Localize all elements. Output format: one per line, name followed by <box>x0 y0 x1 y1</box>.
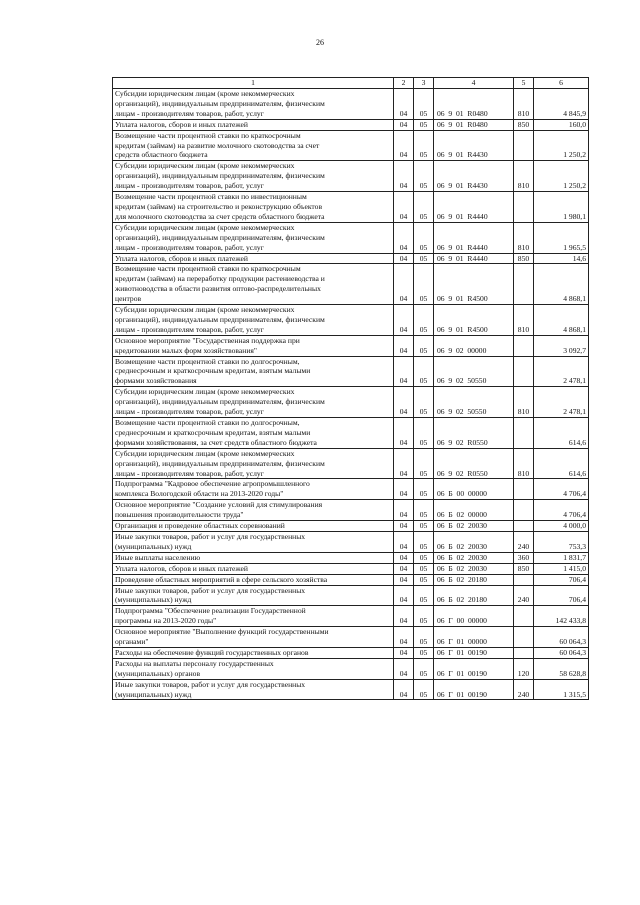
amount-cell: 4 706,4 <box>534 500 589 521</box>
row-name-cell: Субсидии юридическим лицам (кроме некоммерческих организаций), индивидуальным предпринимателям, физическим лицам - производителям товаров, работ, услуг <box>113 448 394 479</box>
section-code-cell: 04 <box>394 418 414 449</box>
amount-cell: 1 315,5 <box>534 679 589 700</box>
section-code-cell: 04 <box>394 574 414 585</box>
subsection-code-cell: 05 <box>414 253 434 264</box>
subsection-code-cell: 05 <box>414 192 434 223</box>
subsection-code-cell: 05 <box>414 418 434 449</box>
target-article-cell: 06 9 02 00000 <box>434 335 514 356</box>
row-name-cell: Иные выплаты населению <box>113 552 394 563</box>
subsection-code-cell: 05 <box>414 627 434 648</box>
column-header: 2 <box>394 78 414 89</box>
section-code-cell: 04 <box>394 130 414 161</box>
table-row <box>113 119 589 130</box>
table-row <box>113 418 589 449</box>
table-row <box>113 305 589 336</box>
subsection-code-cell: 05 <box>414 679 434 700</box>
expense-type-cell: 240 <box>514 679 534 700</box>
table-row <box>113 448 589 479</box>
expense-type-cell <box>514 574 534 585</box>
amount-cell: 2 478,1 <box>534 387 589 418</box>
target-article-cell: 06 Г 01 00190 <box>434 647 514 658</box>
column-header: 4 <box>434 78 514 89</box>
expense-type-cell: 810 <box>514 448 534 479</box>
section-code-cell: 04 <box>394 356 414 387</box>
section-code-cell: 04 <box>394 552 414 563</box>
expense-type-cell <box>514 521 534 532</box>
row-name-cell: Подпрограмма "Обеспечение реализации Государственной программы на 2013-2020 годы" <box>113 606 394 627</box>
row-name-cell: Организация и проведение областных соревнований <box>113 521 394 532</box>
amount-cell: 706,4 <box>534 585 589 606</box>
table-row <box>113 222 589 253</box>
target-article-cell: 06 Б 02 20180 <box>434 574 514 585</box>
subsection-code-cell: 05 <box>414 574 434 585</box>
expense-type-cell <box>514 264 534 305</box>
row-name-cell: Расходы на обеспечение функций государственных органов <box>113 647 394 658</box>
target-article-cell: 06 9 01 R4440 <box>434 222 514 253</box>
section-code-cell: 04 <box>394 119 414 130</box>
section-code-cell: 04 <box>394 253 414 264</box>
expense-type-cell: 850 <box>514 563 534 574</box>
amount-cell: 4 706,4 <box>534 479 589 500</box>
expense-type-cell: 810 <box>514 222 534 253</box>
amount-cell: 4 868,1 <box>534 264 589 305</box>
target-article-cell: 06 9 01 R4430 <box>434 161 514 192</box>
table-row <box>113 264 589 305</box>
target-article-cell: 06 Б 02 20030 <box>434 552 514 563</box>
amount-cell: 1 250,2 <box>534 130 589 161</box>
section-code-cell: 04 <box>394 585 414 606</box>
expense-type-cell <box>514 627 534 648</box>
expense-type-cell: 240 <box>514 531 534 552</box>
row-name-cell: Субсидии юридическим лицам (кроме некоммерческих организаций), индивидуальным предпринимателям, физическим лицам - производителям товаров, работ, услуг <box>113 305 394 336</box>
amount-cell: 4 000,0 <box>534 521 589 532</box>
target-article-cell: 06 Б 02 20030 <box>434 531 514 552</box>
table-row <box>113 647 589 658</box>
table-row <box>113 89 589 120</box>
row-name-cell: Возмещение части процентной ставки по долгосрочным, среднесрочным и краткосрочным кредитам, взятым малыми формами хозяйствования, за счет средств областного бюджета <box>113 418 394 449</box>
table-row <box>113 574 589 585</box>
subsection-code-cell: 05 <box>414 606 434 627</box>
amount-cell: 58 628,8 <box>534 658 589 679</box>
table-row <box>113 627 589 648</box>
table-row <box>113 500 589 521</box>
table-row <box>113 563 589 574</box>
budget-table <box>112 77 589 700</box>
target-article-cell: 06 Г 01 00000 <box>434 627 514 648</box>
subsection-code-cell: 05 <box>414 479 434 500</box>
table-row <box>113 130 589 161</box>
subsection-code-cell: 05 <box>414 521 434 532</box>
table-row <box>113 192 589 223</box>
expense-type-cell: 850 <box>514 253 534 264</box>
subsection-code-cell: 05 <box>414 89 434 120</box>
amount-cell: 614,6 <box>534 448 589 479</box>
amount-cell: 614,6 <box>534 418 589 449</box>
amount-cell: 3 092,7 <box>534 335 589 356</box>
row-name-cell: Иные закупки товаров, работ и услуг для государственных (муниципальных) нужд <box>113 531 394 552</box>
target-article-cell: 06 Б 02 20180 <box>434 585 514 606</box>
expense-type-cell: 810 <box>514 89 534 120</box>
expense-type-cell: 240 <box>514 585 534 606</box>
expense-type-cell: 810 <box>514 387 534 418</box>
section-code-cell: 04 <box>394 448 414 479</box>
amount-cell: 1 250,2 <box>534 161 589 192</box>
page-number: 26 <box>316 38 324 47</box>
subsection-code-cell: 05 <box>414 335 434 356</box>
amount-cell: 60 064,3 <box>534 647 589 658</box>
target-article-cell: 06 Б 02 00000 <box>434 500 514 521</box>
target-article-cell: 06 9 02 50550 <box>434 356 514 387</box>
row-name-cell: Иные закупки товаров, работ и услуг для государственных (муниципальных) нужд <box>113 585 394 606</box>
row-name-cell: Субсидии юридическим лицам (кроме некоммерческих организаций), индивидуальным предпринимателям, физическим лицам - производителям товаров, работ, услуг <box>113 89 394 120</box>
table-row <box>113 335 589 356</box>
expense-type-cell <box>514 335 534 356</box>
row-name-cell: Возмещение части процентной ставки по долгосрочным, среднесрочным и краткосрочным кредитам, взятым малыми формами хозяйствования <box>113 356 394 387</box>
row-name-cell: Расходы на выплаты персоналу государственных (муниципальных) органов <box>113 658 394 679</box>
header-row <box>113 78 589 89</box>
row-name-cell: Субсидии юридическим лицам (кроме некоммерческих организаций), индивидуальным предпринимателям, физическим лицам - производителям товаров, работ, услуг <box>113 161 394 192</box>
target-article-cell: 06 9 01 R4440 <box>434 192 514 223</box>
amount-cell: 4 845,9 <box>534 89 589 120</box>
amount-cell: 1 980,1 <box>534 192 589 223</box>
amount-cell: 2 478,1 <box>534 356 589 387</box>
table-row <box>113 679 589 700</box>
table-row <box>113 521 589 532</box>
row-name-cell: Возмещение части процентной ставки по краткосрочным кредитам (займам) на развитие молочного скотоводства за счет средств областного бюджета <box>113 130 394 161</box>
target-article-cell: 06 9 01 R4430 <box>434 130 514 161</box>
table-row <box>113 479 589 500</box>
table-row <box>113 531 589 552</box>
row-name-cell: Субсидии юридическим лицам (кроме некоммерческих организаций), индивидуальным предпринимателям, физическим лицам - производителям товаров, работ, услуг <box>113 222 394 253</box>
row-name-cell: Основное мероприятие "Создание условий для стимулирования повышения производительности труда" <box>113 500 394 521</box>
section-code-cell: 04 <box>394 161 414 192</box>
row-name-cell: Проведение областных мероприятий в сфере сельского хозяйства <box>113 574 394 585</box>
section-code-cell: 04 <box>394 627 414 648</box>
amount-cell: 753,3 <box>534 531 589 552</box>
target-article-cell: 06 Г 00 00000 <box>434 606 514 627</box>
section-code-cell: 04 <box>394 305 414 336</box>
target-article-cell: 06 9 02 50550 <box>434 387 514 418</box>
expense-type-cell <box>514 130 534 161</box>
section-code-cell: 04 <box>394 606 414 627</box>
expense-type-cell: 810 <box>514 161 534 192</box>
amount-cell: 14,6 <box>534 253 589 264</box>
amount-cell: 1 415,0 <box>534 563 589 574</box>
expense-type-cell: 850 <box>514 119 534 130</box>
target-article-cell: 06 9 02 R0550 <box>434 448 514 479</box>
section-code-cell: 04 <box>394 500 414 521</box>
column-header: 6 <box>534 78 589 89</box>
target-article-cell: 06 Г 01 00190 <box>434 679 514 700</box>
target-article-cell: 06 9 01 R4500 <box>434 305 514 336</box>
amount-cell: 60 064,3 <box>534 627 589 648</box>
section-code-cell: 04 <box>394 89 414 120</box>
section-code-cell: 04 <box>394 531 414 552</box>
table-row <box>113 606 589 627</box>
row-name-cell: Иные закупки товаров, работ и услуг для государственных (муниципальных) нужд <box>113 679 394 700</box>
target-article-cell: 06 9 01 R4500 <box>434 264 514 305</box>
section-code-cell: 04 <box>394 264 414 305</box>
subsection-code-cell: 05 <box>414 356 434 387</box>
amount-cell: 4 868,1 <box>534 305 589 336</box>
row-name-cell: Основное мероприятие "Государственная поддержка при кредитовании малых форм хозяйствования" <box>113 335 394 356</box>
section-code-cell: 04 <box>394 335 414 356</box>
subsection-code-cell: 05 <box>414 387 434 418</box>
target-article-cell: 06 Б 02 20030 <box>434 563 514 574</box>
subsection-code-cell: 05 <box>414 305 434 336</box>
subsection-code-cell: 05 <box>414 647 434 658</box>
expense-type-cell <box>514 479 534 500</box>
subsection-code-cell: 05 <box>414 222 434 253</box>
table-row <box>113 552 589 563</box>
section-code-cell: 04 <box>394 679 414 700</box>
section-code-cell: 04 <box>394 647 414 658</box>
row-name-cell: Подпрограмма "Кадровое обеспечение агропромышленного комплекса Вологодской области на 2013-2020 годы" <box>113 479 394 500</box>
subsection-code-cell: 05 <box>414 130 434 161</box>
column-header: 1 <box>113 78 394 89</box>
subsection-code-cell: 05 <box>414 448 434 479</box>
target-article-cell: 06 9 01 R0480 <box>434 119 514 130</box>
table-row <box>113 658 589 679</box>
column-header: 3 <box>414 78 434 89</box>
row-name-cell: Уплата налогов, сборов и иных платежей <box>113 119 394 130</box>
section-code-cell: 04 <box>394 387 414 418</box>
target-article-cell: 06 9 01 R0480 <box>434 89 514 120</box>
row-name-cell: Возмещение части процентной ставки по краткосрочным кредитам (займам) на переработку продукции растениеводства и животноводства в области развития оптово-распределительных центров <box>113 264 394 305</box>
expense-type-cell: 360 <box>514 552 534 563</box>
subsection-code-cell: 05 <box>414 658 434 679</box>
section-code-cell: 04 <box>394 521 414 532</box>
subsection-code-cell: 05 <box>414 552 434 563</box>
expense-type-cell <box>514 606 534 627</box>
column-header: 5 <box>514 78 534 89</box>
table-row <box>113 585 589 606</box>
amount-cell: 142 433,8 <box>534 606 589 627</box>
table-row <box>113 387 589 418</box>
row-name-cell: Уплата налогов, сборов и иных платежей <box>113 253 394 264</box>
subsection-code-cell: 05 <box>414 500 434 521</box>
table-body <box>113 89 589 700</box>
section-code-cell: 04 <box>394 192 414 223</box>
target-article-cell: 06 Б 02 20030 <box>434 521 514 532</box>
table-row <box>113 253 589 264</box>
subsection-code-cell: 05 <box>414 119 434 130</box>
section-code-cell: 04 <box>394 479 414 500</box>
subsection-code-cell: 05 <box>414 563 434 574</box>
table-row <box>113 356 589 387</box>
subsection-code-cell: 05 <box>414 161 434 192</box>
row-name-cell: Возмещение части процентной ставки по инвестиционным кредитам (займам) на строительство и реконструкцию объектов для молочного скотоводства за счет средств областного бюджета <box>113 192 394 223</box>
target-article-cell: 06 9 01 R4440 <box>434 253 514 264</box>
section-code-cell: 04 <box>394 658 414 679</box>
amount-cell: 160,0 <box>534 119 589 130</box>
section-code-cell: 04 <box>394 563 414 574</box>
expense-type-cell <box>514 418 534 449</box>
row-name-cell: Субсидии юридическим лицам (кроме некоммерческих организаций), индивидуальным предпринимателям, физическим лицам - производителям товаров, работ, услуг <box>113 387 394 418</box>
expense-type-cell <box>514 500 534 521</box>
expense-type-cell <box>514 356 534 387</box>
expense-type-cell: 120 <box>514 658 534 679</box>
target-article-cell: 06 Б 00 00000 <box>434 479 514 500</box>
row-name-cell: Основное мероприятие "Выполнение функций государственными органами" <box>113 627 394 648</box>
amount-cell: 706,4 <box>534 574 589 585</box>
expense-type-cell <box>514 192 534 223</box>
expense-type-cell <box>514 647 534 658</box>
subsection-code-cell: 05 <box>414 531 434 552</box>
section-code-cell: 04 <box>394 222 414 253</box>
expense-type-cell: 810 <box>514 305 534 336</box>
subsection-code-cell: 05 <box>414 585 434 606</box>
amount-cell: 1 831,7 <box>534 552 589 563</box>
table-row <box>113 161 589 192</box>
amount-cell: 1 965,5 <box>534 222 589 253</box>
target-article-cell: 06 9 02 R0550 <box>434 418 514 449</box>
target-article-cell: 06 Г 01 00190 <box>434 658 514 679</box>
row-name-cell: Уплата налогов, сборов и иных платежей <box>113 563 394 574</box>
subsection-code-cell: 05 <box>414 264 434 305</box>
